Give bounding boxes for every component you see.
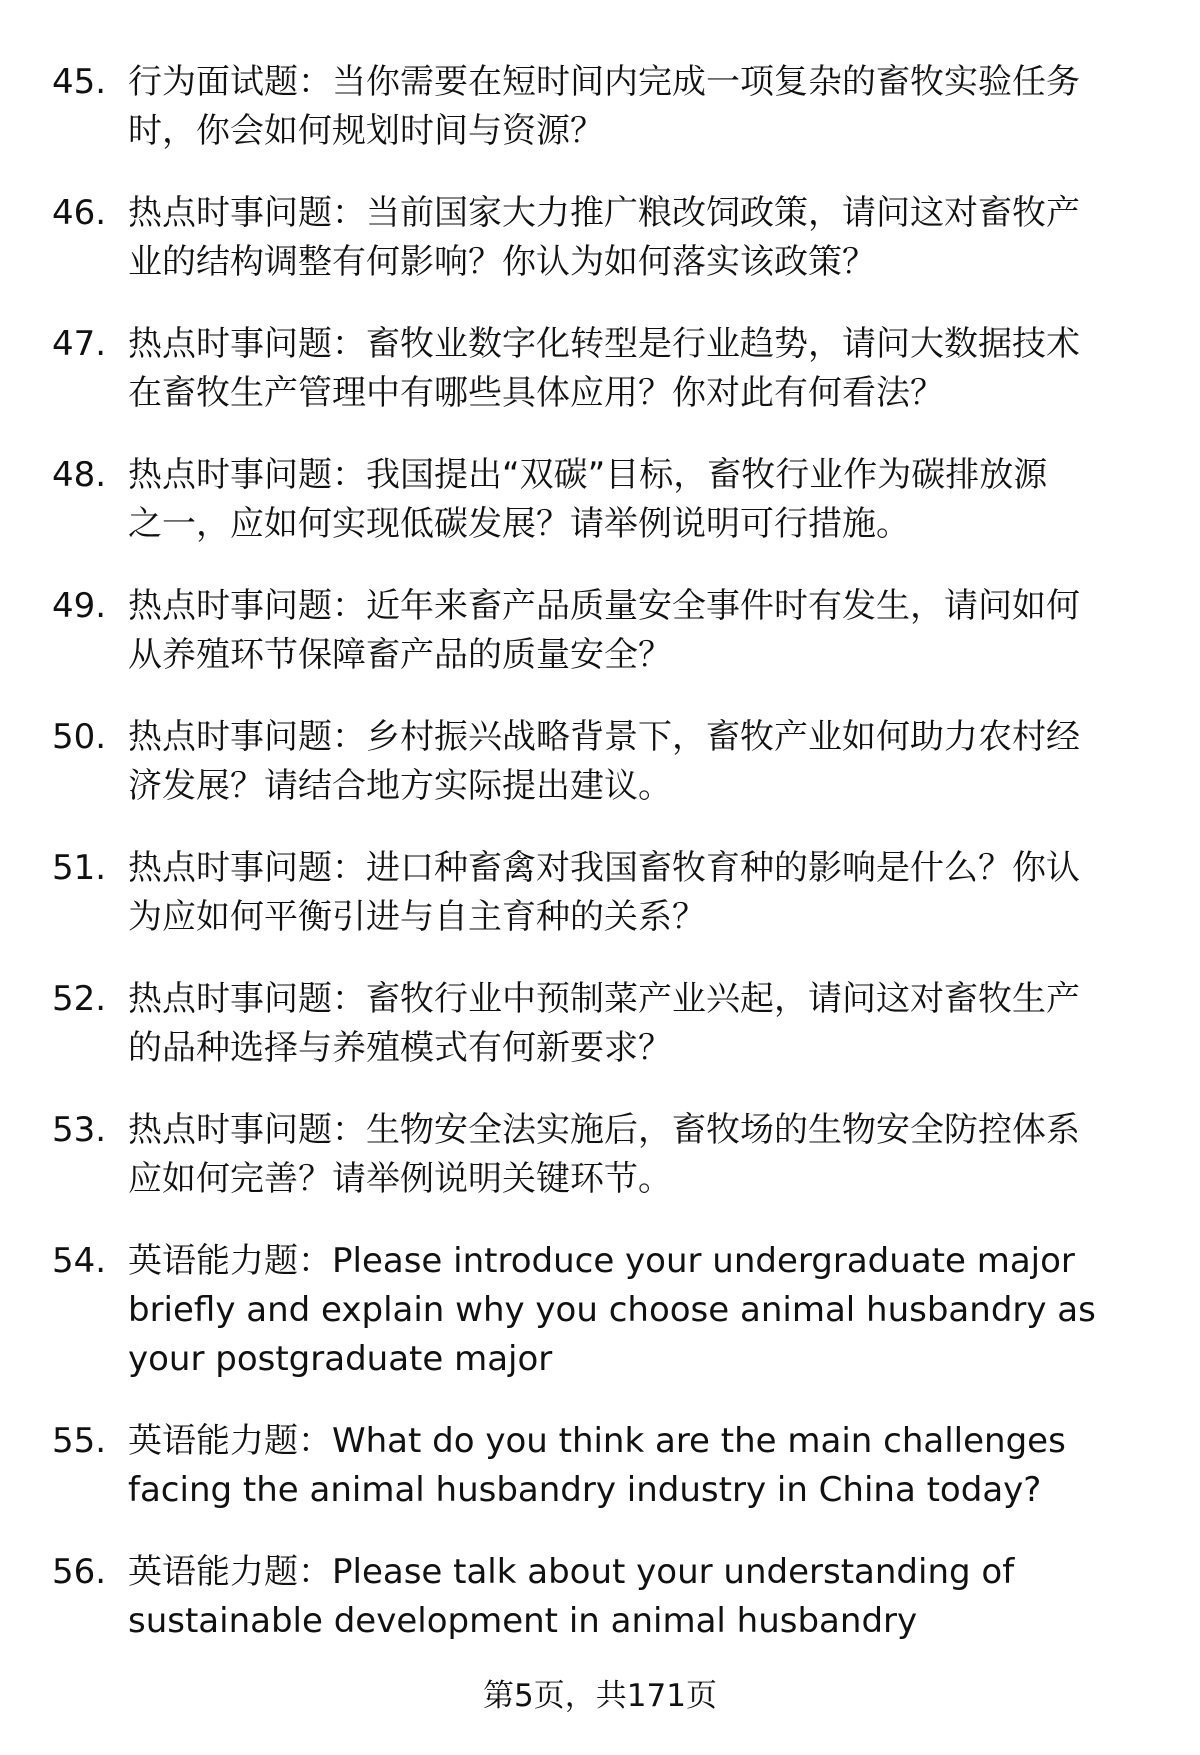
question-text: [128, 320, 1168, 418]
question-item: [0, 189, 1200, 287]
question-number: 56.: [52, 1552, 107, 1592]
question-text: [128, 451, 1168, 549]
question-text: [128, 1106, 1168, 1204]
question-line: 热点时事问题：畜牧业数字化转型是行业趋势，请问大数据技术: [128, 324, 1080, 364]
question-number: 49.: [52, 586, 107, 626]
question-number: 54.: [52, 1241, 107, 1281]
question-text: [128, 975, 1168, 1073]
question-item: [0, 1548, 1200, 1646]
question-number: 46.: [52, 193, 107, 233]
question-item: [0, 320, 1200, 418]
question-number: 53.: [52, 1110, 107, 1150]
question-line: your postgraduate major: [128, 1339, 553, 1379]
question-number: 52.: [52, 979, 107, 1019]
question-line: 英语能力题：Please introduce your undergraduate major: [128, 1241, 1075, 1281]
question-line: 业的结构调整有何影响？你认为如何落实该政策？: [128, 242, 876, 282]
question-item: [0, 582, 1200, 680]
question-item: [0, 1417, 1200, 1515]
question-text: [128, 58, 1168, 156]
question-text: [128, 1417, 1168, 1515]
question-line: facing the animal husbandry industry in China today?: [128, 1470, 1042, 1510]
question-line: 热点时事问题：生物安全法实施后，畜牧场的生物安全防控体系: [128, 1110, 1080, 1150]
question-item: [0, 1237, 1200, 1384]
question-line: 英语能力题：Please talk about your understanding of: [128, 1552, 1015, 1592]
question-line: 应如何完善？请举例说明关键环节。: [128, 1159, 672, 1199]
question-line: 热点时事问题：我国提出“双碳”目标，畜牧行业作为碳排放源: [128, 455, 1048, 495]
question-text: [128, 1548, 1168, 1646]
page-number: 第5页，共171页: [483, 1678, 717, 1714]
question-line: 的品种选择与养殖模式有何新要求？: [128, 1028, 672, 1068]
question-line: 之一，应如何实现低碳发展？请举例说明可行措施。: [128, 504, 910, 544]
question-line: 时，你会如何规划时间与资源？: [128, 111, 604, 151]
question-text: [128, 189, 1168, 287]
question-item: [0, 451, 1200, 549]
question-line: 济发展？请结合地方实际提出建议。: [128, 766, 672, 806]
question-text: [128, 713, 1168, 811]
question-item: [0, 58, 1200, 156]
question-line: 为应如何平衡引进与自主育种的关系？: [128, 897, 706, 937]
question-line: 热点时事问题：当前国家大力推广粮改饲政策，请问这对畜牧产: [128, 193, 1080, 233]
question-number: 55.: [52, 1421, 107, 1461]
question-line: sustainable development in animal husbandry: [128, 1601, 918, 1641]
question-line: briefly and explain why you choose animal husbandry as: [128, 1290, 1096, 1330]
question-text: [128, 844, 1168, 942]
question-item: [0, 975, 1200, 1073]
question-number: 51.: [52, 848, 107, 888]
question-line: 热点时事问题：乡村振兴战略背景下，畜牧产业如何助力农村经: [128, 717, 1080, 757]
question-text: [128, 1237, 1168, 1384]
question-line: 热点时事问题：进口种畜禽对我国畜牧育种的影响是什么？你认: [128, 848, 1080, 888]
question-list: [0, 58, 1200, 1679]
question-line: 从养殖环节保障畜产品的质量安全？: [128, 635, 672, 675]
question-line: 热点时事问题：近年来畜产品质量安全事件时有发生，请问如何: [128, 586, 1080, 626]
question-line: 行为面试题：当你需要在短时间内完成一项复杂的畜牧实验任务: [128, 62, 1080, 102]
question-line: 热点时事问题：畜牧行业中预制菜产业兴起，请问这对畜牧生产: [128, 979, 1080, 1019]
question-line: 英语能力题：What do you think are the main challenges: [128, 1421, 1066, 1461]
question-number: 48.: [52, 455, 107, 495]
question-number: 47.: [52, 324, 107, 364]
question-item: [0, 1106, 1200, 1204]
question-item: [0, 844, 1200, 942]
question-number: 50.: [52, 717, 107, 757]
question-line: 在畜牧生产管理中有哪些具体应用？你对此有何看法？: [128, 373, 944, 413]
question-item: [0, 713, 1200, 811]
question-number: 45.: [52, 62, 107, 102]
question-text: [128, 582, 1168, 680]
